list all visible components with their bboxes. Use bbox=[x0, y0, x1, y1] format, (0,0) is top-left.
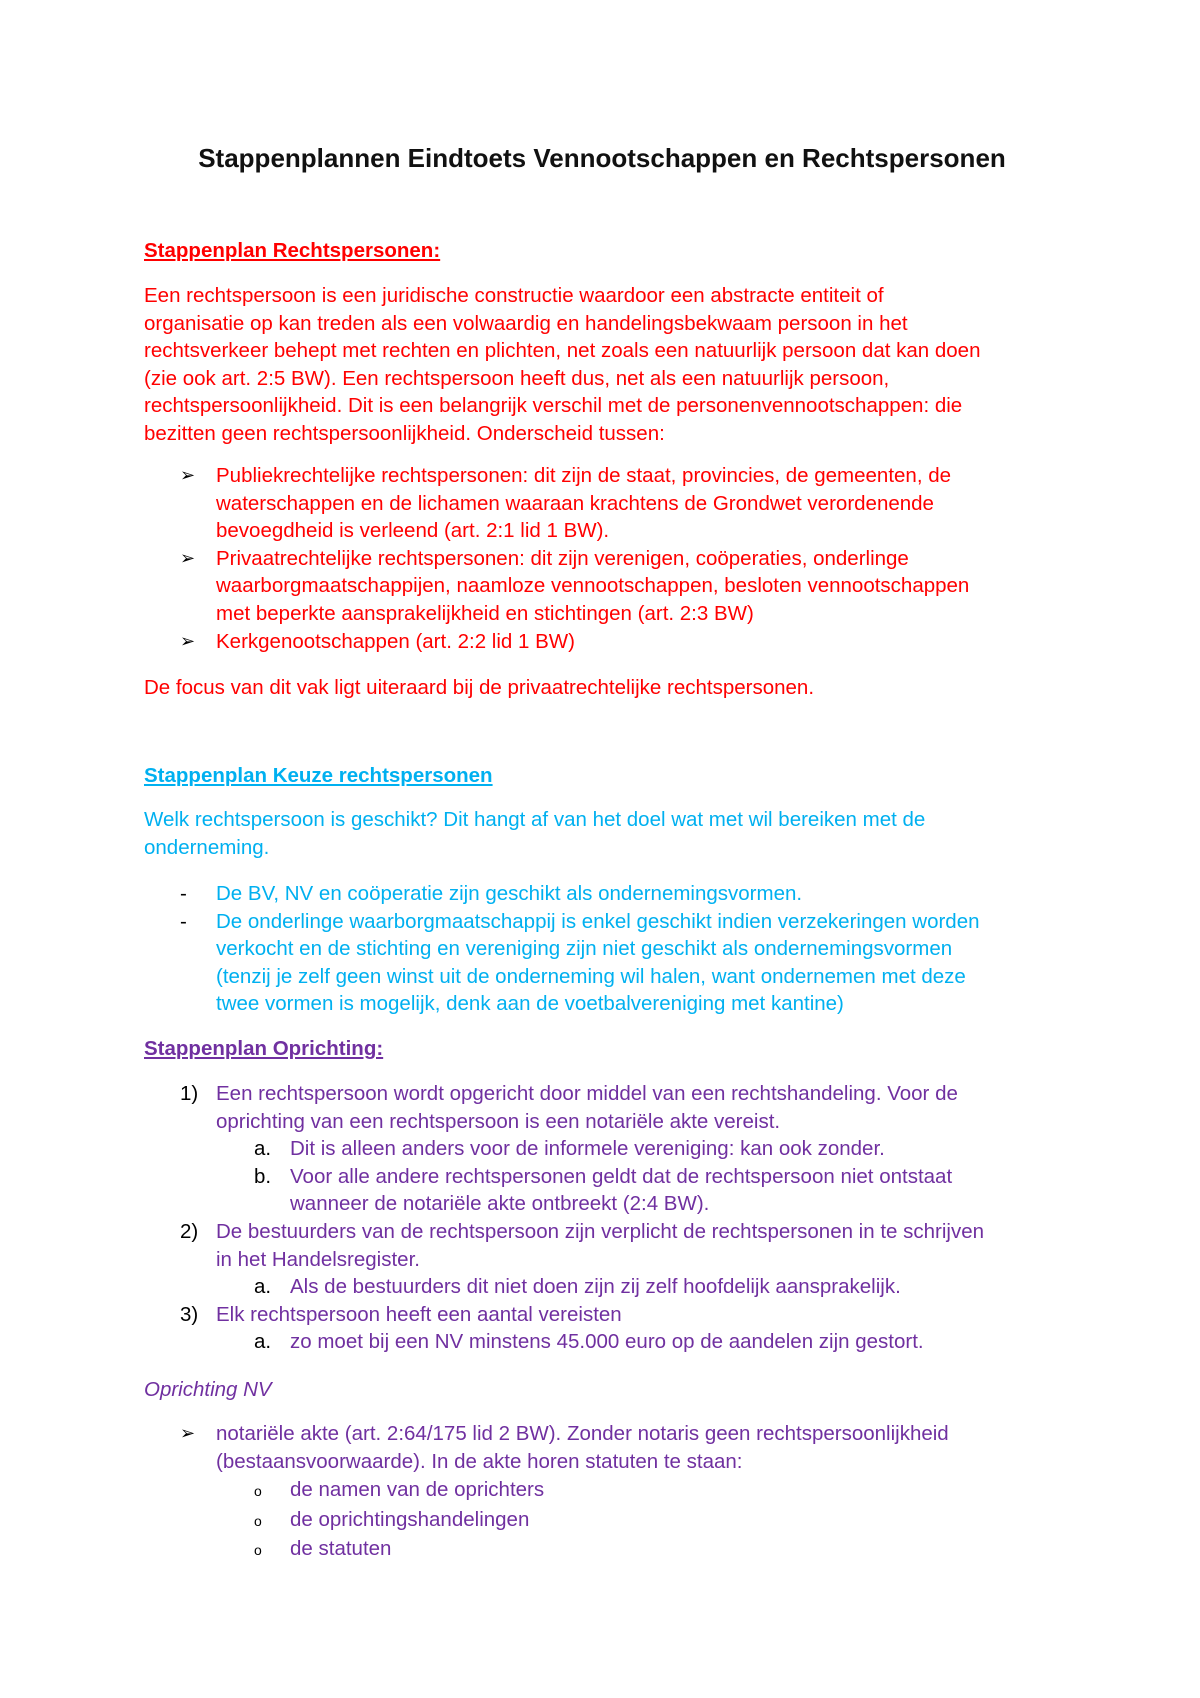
list-item-line: Kerkgenootschappen (art. 2:2 lid 1 BW) bbox=[216, 629, 575, 653]
paragraph-line: organisatie op kan treden als een volwaardig en handelingsbekwaam persoon in het bbox=[144, 311, 908, 335]
subheading-oprichting-nv: Oprichting NV bbox=[144, 1378, 272, 1401]
circle-item bbox=[144, 1534, 1064, 1564]
list-item-line: Privaatrechtelijke rechtspersonen: dit zijn verenigen, coöperaties, onderlinge bbox=[216, 546, 909, 570]
sub-step-letter: b. bbox=[254, 1164, 272, 1188]
circle-bullet-icon: o bbox=[254, 1483, 262, 1500]
list-item bbox=[144, 880, 1064, 908]
list-item-line: (tenzij je zelf geen winst uit de onderneming wil halen, want ondernemen met deze bbox=[216, 964, 966, 988]
paragraph-line: rechtsverkeer behept met rechten en plichten, net zoals een natuurlijk persoon dat kan doen bbox=[144, 339, 981, 363]
list-item-line: de statuten bbox=[290, 1537, 392, 1561]
circle-bullet-icon: o bbox=[254, 1542, 262, 1559]
list-item-line: De bestuurders van de rechtspersoon zijn verplicht de rechtspersonen in te schrijven bbox=[216, 1219, 985, 1243]
arrow-bullet-icon: ➢ bbox=[180, 465, 196, 485]
document-title: Stappenplannen Eindtoets Vennootschappen en Rechtspersonen bbox=[198, 143, 1006, 173]
sub-step-letter: a. bbox=[254, 1275, 272, 1299]
list-item-line: notariële akte (art. 2:64/175 lid 2 BW). Zonder notaris geen rechtspersoonlijkheid bbox=[216, 1422, 949, 1445]
paragraph-line: rechtspersoonlijkheid. Dit is een belangrijk verschil met de personenvennootschappen: die bbox=[144, 394, 963, 418]
list-item-line: oprichting van een rechtspersoon is een notariële akte vereist. bbox=[216, 1109, 781, 1133]
list-item-line: bevoegdheid is verleend (art. 2:1 lid 1 BW). bbox=[216, 519, 610, 543]
list-item-line: de oprichtingshandelingen bbox=[290, 1507, 530, 1531]
arrow-bullet-icon: ➢ bbox=[180, 630, 196, 651]
list-item-line: verkocht en de stichting en vereniging zijn niet geschikt als ondernemingsvormen bbox=[216, 937, 953, 961]
sub-step-letter: a. bbox=[254, 1137, 272, 1161]
section-heading-oprichting: Stappenplan Oprichting: bbox=[144, 1037, 384, 1060]
section-oprichting-nv bbox=[144, 1420, 1064, 1564]
list-item-line: met beperkte aansprakelijkheid en stichtingen (art. 2:3 BW) bbox=[216, 601, 754, 625]
section-rechtspersonen-bullets bbox=[144, 462, 1064, 655]
arrow-bullet-icon: ➢ bbox=[180, 547, 196, 568]
circle-item bbox=[144, 1505, 1064, 1535]
lettered-item bbox=[144, 1163, 1064, 1218]
list-item bbox=[144, 908, 1064, 1018]
section-keuze-bullets bbox=[144, 880, 1064, 1018]
list-item-line: (bestaansvoorwaarde). In de akte horen statuten te staan: bbox=[216, 1449, 743, 1473]
list-item-line: wanneer de notariële akte ontbreekt (2:4 BW). bbox=[290, 1192, 710, 1216]
list-item-line: de namen van de oprichters bbox=[290, 1478, 545, 1502]
dash-bullet-icon: - bbox=[180, 882, 187, 905]
step-number: 2) bbox=[180, 1219, 199, 1243]
paragraph-line: onderneming. bbox=[144, 835, 270, 859]
list-item-line: Als de bestuurders dit niet doen zijn zij zelf hoofdelijk aansprakelijk. bbox=[290, 1275, 901, 1299]
list-item bbox=[144, 628, 1064, 656]
list-item-line: twee vormen is mogelijk, denk aan de voetbalvereniging met kantine) bbox=[216, 992, 844, 1016]
dash-bullet-icon: - bbox=[180, 909, 187, 933]
list-item-line: zo moet bij een NV minstens 45.000 euro op de aandelen zijn gestort. bbox=[290, 1330, 924, 1354]
list-item-line: Voor alle andere rechtspersonen geldt dat de rechtspersoon niet ontstaat bbox=[290, 1164, 953, 1188]
paragraph-line: Een rechtspersoon is een juridische constructie waardoor een abstracte entiteit of bbox=[144, 284, 884, 307]
list-item-line: Elk rechtspersoon heeft een aantal vereisten bbox=[216, 1302, 622, 1326]
numbered-item bbox=[144, 1080, 1064, 1135]
section-keuze-intro bbox=[144, 806, 1064, 861]
sub-step-letter: a. bbox=[254, 1330, 272, 1354]
numbered-item bbox=[144, 1218, 1064, 1273]
list-item-line: De onderlinge waarborgmaatschappij is enkel geschikt indien verzekeringen worden bbox=[216, 909, 980, 933]
paragraph-line: bezitten geen rechtspersoonlijkheid. Onderscheid tussen: bbox=[144, 421, 665, 445]
circle-bullet-icon: o bbox=[254, 1512, 262, 1529]
paragraph-line: Welk rechtspersoon is geschikt? Dit hangt af van het doel wat met wil bereiken met de bbox=[144, 808, 926, 831]
list-item bbox=[144, 545, 1064, 628]
list-item-line: De BV, NV en coöperatie zijn geschikt als ondernemingsvormen. bbox=[216, 882, 803, 905]
list-item bbox=[144, 1420, 1064, 1475]
list-item-line: Publiekrechtelijke rechtspersonen: dit zijn de staat, provincies, de gemeenten, de bbox=[216, 464, 952, 487]
list-item-line: in het Handelsregister. bbox=[216, 1247, 420, 1271]
section-rechtspersonen-intro bbox=[144, 282, 1064, 448]
lettered-item bbox=[144, 1328, 1064, 1356]
list-item-line: waterschappen en de lichamen waaraan krachtens de Grondwet verordenende bbox=[216, 491, 934, 515]
numbered-item bbox=[144, 1301, 1064, 1329]
step-number: 1) bbox=[180, 1082, 199, 1105]
section-oprichting-steps bbox=[144, 1080, 1064, 1356]
list-item-line: Een rechtspersoon wordt opgericht door middel van een rechtshandeling. Voor de bbox=[216, 1082, 958, 1105]
section-heading-rechtspersonen: Stappenplan Rechtspersonen: bbox=[144, 239, 441, 262]
lettered-item bbox=[144, 1273, 1064, 1301]
list-item-line: waarborgmaatschappijen, naamloze vennootschappen, besloten vennootschappen bbox=[216, 574, 970, 598]
list-item-line: Dit is alleen anders voor de informele vereniging: kan ook zonder. bbox=[290, 1137, 885, 1161]
list-item bbox=[144, 462, 1064, 545]
lettered-item bbox=[144, 1135, 1064, 1163]
arrow-bullet-icon: ➢ bbox=[180, 1423, 196, 1443]
section-heading-keuze: Stappenplan Keuze rechtspersonen bbox=[144, 764, 493, 787]
circle-item bbox=[144, 1475, 1064, 1505]
paragraph-line: (zie ook art. 2:5 BW). Een rechtspersoon heeft dus, net als een natuurlijk persoon, bbox=[144, 366, 890, 390]
step-number: 3) bbox=[180, 1302, 199, 1326]
section-rechtspersonen-closing: De focus van dit vak ligt uiteraard bij de privaatrechtelijke rechtspersonen. bbox=[144, 676, 815, 699]
